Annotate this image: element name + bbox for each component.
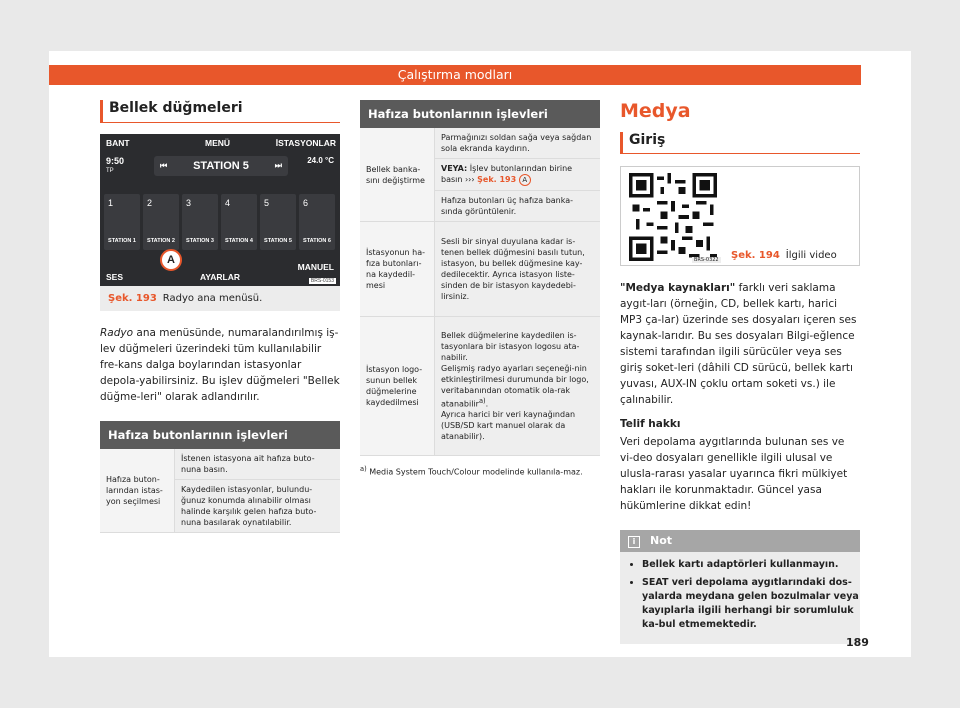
table-value: Bellek düğmelerine kaydedilen is-tasyonlara bir istasyon logosu ata-nabilir. Gelişmiş radyo ayarları seçeneği-nin etkinleştirilmesi durumunda bir logo, veritabanından otomatik ola-rak atanabilir$^{a)}$. Ayrıca harici bir veri kaynağından (USB/SD kart manuel olarak da atanabilir). bbox=[435, 317, 601, 456]
note-item: • SEAT veri depolama aygıtlarındaki dos-yalarda meydana gelen bozulmalar veya kayıplarla ilgili herhangi bir sorumluluk ka-bul etmemektedir. bbox=[642, 576, 860, 632]
section-heading: Bellek düğmeleri bbox=[100, 100, 340, 123]
table-key: Bellek banka-sını değiştirme bbox=[360, 128, 435, 222]
figure-caption: Şek. 194 İlgili video bbox=[731, 250, 837, 261]
table-value: İstenen istasyona ait hafıza buto-nuna basın. bbox=[175, 449, 341, 480]
table-value: Kaydedilen istasyonlar, bulundu-ğunuz konumda alınabilir olması halinde karşılık gelen hafıza buto-nuna basılarak oynatılabilir. bbox=[175, 480, 341, 533]
chapter-header: Çalıştırma modları bbox=[49, 65, 861, 85]
radio-station-name: STATION 5 bbox=[193, 160, 249, 172]
memory-label: STATION 3 bbox=[186, 238, 214, 244]
radio-bottom-right: MANUEL bbox=[297, 262, 334, 272]
table-title: Hafıza butonlarının işlevleri bbox=[360, 100, 600, 128]
radio-station bbox=[154, 156, 288, 176]
memory-button: 4 bbox=[221, 194, 257, 250]
column-3 bbox=[620, 100, 860, 644]
section-title: Medya bbox=[620, 100, 691, 122]
memory-button: 6 bbox=[299, 194, 335, 250]
memory-button: 5 bbox=[260, 194, 296, 250]
memory-button: 1 bbox=[104, 194, 140, 250]
note-item: • Bellek kartı adaptörleri kullanmayın. bbox=[642, 558, 860, 572]
footnote: $^{a)}$ Media System Touch/Colour modelinde kullanıla-maz. bbox=[360, 465, 583, 477]
memory-button: 3 bbox=[182, 194, 218, 250]
radio-screen-image bbox=[100, 134, 340, 286]
subsection-title: Giriş bbox=[620, 132, 860, 154]
subheading: Telif hakkı bbox=[620, 418, 681, 430]
table-key: İstasyon logo-sunun bellek düğmelerine kaydedilmesi bbox=[360, 317, 435, 456]
table-title: Hafıza butonlarının işlevleri bbox=[100, 421, 340, 449]
functions-table bbox=[100, 449, 340, 533]
body-paragraph: Radyo ana menüsünde, numaralandırılmış iş-lev düğmeleri üzerindeki tüm kullanılabilir fre-kans dalga boylarından istasyonlar depola-yabilirsiniz. Bu işlev düğmeleri "Bellek düğme-leri" olarak adlandırılır. bbox=[100, 327, 340, 403]
qr-figure bbox=[620, 166, 860, 266]
body-paragraph: Veri depolama aygıtlarında bulunan ses ve vi-deo dosyaları genellikle ilgili ulusal ve ulusla-rarası yasalar uyarınca fikri mülkiyet hakları ile korunmaktadır. Güncel yasa hükümlerine dikkat edin! bbox=[620, 436, 848, 512]
table-key: İstasyonun ha-fıza butonları-na kaydedil-mesi bbox=[360, 222, 435, 317]
radio-tp: TP bbox=[106, 168, 114, 174]
functions-table bbox=[360, 128, 600, 456]
radio-time: 9:50 bbox=[106, 156, 125, 166]
prev-icon: ⏮ bbox=[160, 161, 168, 170]
radio-top-center: MENÜ bbox=[205, 138, 231, 148]
table-value: Parmağınızı soldan sağa veya sağdan sola ekranda kaydırın. bbox=[435, 128, 601, 159]
qr-code-icon bbox=[629, 173, 717, 261]
memory-label: STATION 1 bbox=[108, 238, 136, 244]
note-title: i Not bbox=[620, 530, 860, 552]
memory-label: STATION 2 bbox=[147, 238, 175, 244]
figure-code: BRS-0322 bbox=[694, 257, 719, 263]
memory-button: 2 bbox=[143, 194, 179, 250]
page-number: 189 bbox=[846, 636, 869, 649]
column-1 bbox=[100, 100, 340, 533]
table-key: Hafıza buton-larından istas-yon seçilmesi bbox=[100, 449, 175, 533]
radio-top-right: İSTASYONLAR bbox=[275, 138, 336, 148]
radio-temp: 24.0 °C bbox=[307, 156, 334, 165]
memory-label: STATION 4 bbox=[225, 238, 253, 244]
radio-top-left: BANT bbox=[106, 138, 130, 148]
column-2 bbox=[360, 100, 600, 478]
marker-a: A bbox=[160, 249, 182, 271]
next-icon: ⏭ bbox=[274, 161, 282, 170]
memory-label: STATION 6 bbox=[303, 238, 331, 244]
table-value: Hafıza butonları üç hafıza banka-sında görüntülenir. bbox=[435, 191, 601, 222]
figure-caption: Şek. 193 Radyo ana menüsü. bbox=[100, 286, 340, 311]
radio-bottom-left: SES bbox=[106, 272, 124, 282]
body-paragraph: "Medya kaynakları" farklı veri saklama aygıt-ları (örneğin, CD, bellek kartı, harici MP3 ça-lar) üzerinde ses dosyaları içeren ses kaynak-larıdır. Bu ses dosyaları Bilgi-eğlence sistemi tarafından ilgili sürücüler veya ses giriş soket-leri (dâhili CD sürücü, bellek kartı yuvası, AUX-IN çoklu ortam soketi vs.) ile çalınabilir. bbox=[620, 282, 857, 406]
table-value: Sesli bir sinyal duyulana kadar is-tenen bellek düğmesini basılı tutun, istasyon, bu bellek düğmesine kay-dedilecektir. Ayrıca istasyon liste-sinden de bir istasyon kaydedebi-lirsiniz. bbox=[435, 222, 601, 317]
memory-label: STATION 5 bbox=[264, 238, 292, 244]
radio-bottom-center: AYARLAR bbox=[200, 272, 240, 282]
figure-code: BRS-0153 bbox=[310, 278, 334, 284]
note-box bbox=[620, 530, 860, 644]
info-icon: i bbox=[628, 536, 640, 548]
callout-a: A bbox=[519, 174, 531, 186]
table-value: VEYA: İşlev butonlarından birine basın ››› Şek. 193 A bbox=[435, 159, 601, 191]
